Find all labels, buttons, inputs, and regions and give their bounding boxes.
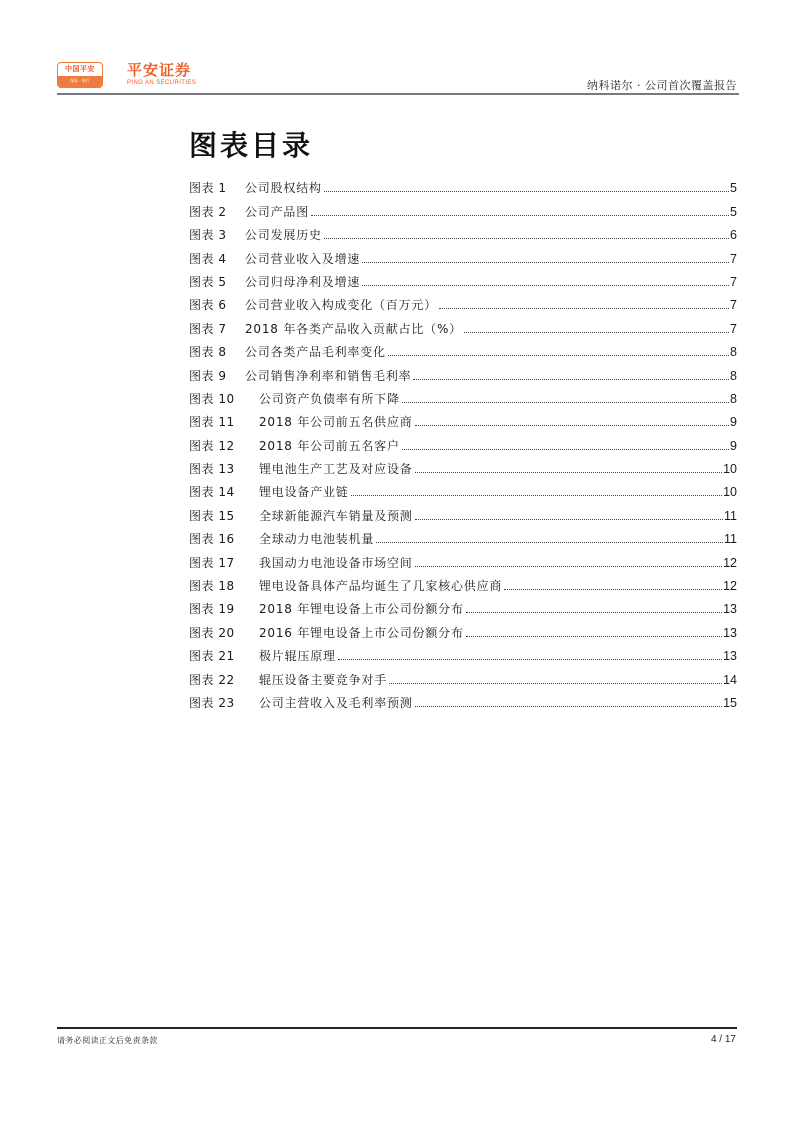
toc-entry-title[interactable]: 公司股权结构 bbox=[245, 181, 322, 196]
toc-entry-title[interactable]: 锂电设备具体产品均诞生了几家核心供应商 bbox=[259, 579, 503, 594]
toc-entry-page[interactable]: 12 bbox=[723, 579, 737, 594]
toc-entry[interactable] bbox=[189, 219, 737, 242]
toc-entry-title[interactable]: 2018 年公司前五名供应商 bbox=[259, 415, 413, 430]
toc-entry-label: 图表 1 bbox=[189, 181, 227, 196]
dot-leader bbox=[338, 659, 722, 660]
toc-entry-page[interactable]: 8 bbox=[730, 391, 737, 406]
header-divider bbox=[57, 93, 739, 95]
toc-entry-label: 图表 17 bbox=[189, 555, 235, 570]
toc-entry-title[interactable]: 锂电池生产工艺及对应设备 bbox=[259, 462, 413, 477]
toc-entry[interactable] bbox=[189, 429, 737, 452]
toc-entry[interactable] bbox=[189, 570, 737, 593]
toc-entry-page[interactable]: 10 bbox=[723, 485, 737, 500]
toc-entry-title[interactable]: 公司归母净利及增速 bbox=[245, 274, 361, 289]
toc-entry-title[interactable]: 2018 年锂电设备上市公司份额分布 bbox=[259, 602, 464, 617]
brand-name-cn: 平安证券 bbox=[127, 61, 192, 79]
dot-leader bbox=[402, 402, 729, 403]
page-number: 4 / 17 bbox=[710, 1034, 736, 1045]
toc-entry-page[interactable]: 13 bbox=[723, 649, 737, 664]
dot-leader bbox=[415, 706, 722, 707]
toc-entry-page[interactable]: 9 bbox=[730, 438, 737, 453]
toc-entry-label: 图表 16 bbox=[189, 532, 235, 547]
dot-leader bbox=[504, 589, 722, 590]
toc-entry-label: 图表 19 bbox=[189, 602, 235, 617]
toc-entry[interactable] bbox=[189, 195, 737, 218]
toc-entry-label: 图表 14 bbox=[189, 485, 235, 500]
toc-entry[interactable] bbox=[189, 687, 737, 710]
dot-leader bbox=[464, 332, 729, 333]
dot-leader bbox=[413, 379, 729, 380]
dot-leader bbox=[324, 191, 729, 192]
toc-entry-label: 图表 5 bbox=[189, 274, 227, 289]
toc-entry-page[interactable]: 8 bbox=[730, 368, 737, 383]
toc-entry[interactable] bbox=[189, 476, 737, 499]
dot-leader bbox=[439, 308, 729, 309]
toc-entry-title[interactable]: 2016 年锂电设备上市公司份额分布 bbox=[259, 625, 464, 640]
dot-leader bbox=[388, 355, 729, 356]
toc-entry-label: 图表 22 bbox=[189, 672, 235, 687]
toc-entry[interactable] bbox=[189, 172, 737, 195]
toc-entry-page[interactable]: 8 bbox=[730, 345, 737, 360]
toc-entry[interactable] bbox=[189, 546, 737, 569]
toc-entry-page[interactable]: 12 bbox=[723, 555, 737, 570]
dot-leader bbox=[311, 215, 729, 216]
footer-divider bbox=[57, 1027, 737, 1029]
toc-entry-title[interactable]: 锂电设备产业链 bbox=[259, 485, 349, 500]
toc-entry[interactable] bbox=[189, 383, 737, 406]
dot-leader bbox=[415, 425, 729, 426]
dot-leader bbox=[415, 472, 722, 473]
dot-leader bbox=[376, 542, 723, 543]
toc-entry-title[interactable]: 公司主营收入及毛利率预测 bbox=[259, 695, 413, 710]
toc-entry-label: 图表 15 bbox=[189, 508, 235, 523]
toc-entry[interactable] bbox=[189, 242, 737, 265]
toc-entry-title[interactable]: 极片辊压原理 bbox=[259, 649, 336, 664]
toc-entry-title[interactable]: 全球新能源汽车销量及预测 bbox=[259, 508, 413, 523]
toc-entry-title[interactable]: 公司产品图 bbox=[245, 204, 310, 219]
toc-entry-page[interactable]: 15 bbox=[723, 695, 737, 710]
toc-entry-label: 图表 7 bbox=[189, 321, 227, 336]
toc-entry-title[interactable]: 公司营业收入及增速 bbox=[245, 251, 361, 266]
toc-entry-title[interactable]: 公司销售净利率和销售毛利率 bbox=[245, 368, 412, 383]
toc-entry-page[interactable]: 13 bbox=[723, 625, 737, 640]
toc-entry[interactable] bbox=[189, 663, 737, 686]
toc-entry[interactable] bbox=[189, 640, 737, 663]
toc-entry-title[interactable]: 我国动力电池设备市场空间 bbox=[259, 555, 413, 570]
toc-entry-page[interactable]: 7 bbox=[730, 298, 737, 313]
toc-entry-label: 图表 4 bbox=[189, 251, 227, 266]
toc-entry-label: 图表 23 bbox=[189, 695, 235, 710]
toc-entry-page[interactable]: 10 bbox=[723, 462, 737, 477]
dot-leader bbox=[415, 566, 722, 567]
toc-entry-label: 图表 21 bbox=[189, 649, 235, 664]
toc-entry-page[interactable]: 9 bbox=[730, 415, 737, 430]
toc-entry[interactable] bbox=[189, 266, 737, 289]
toc-entry-label: 图表 11 bbox=[189, 415, 235, 430]
logo-badge-subtext: 保险 · 银行 bbox=[58, 76, 102, 87]
dot-leader bbox=[362, 285, 729, 286]
dot-leader bbox=[415, 519, 723, 520]
dot-leader bbox=[324, 238, 729, 239]
toc-title: 图表目录 bbox=[189, 129, 314, 162]
toc-entry[interactable] bbox=[189, 312, 737, 335]
toc-entry[interactable] bbox=[189, 453, 737, 476]
toc-entry-title[interactable]: 全球动力电池装机量 bbox=[259, 532, 375, 547]
toc-entry-label: 图表 9 bbox=[189, 368, 227, 383]
toc-entry-page[interactable]: 13 bbox=[723, 602, 737, 617]
brand-name-en: PING AN SECURITIES bbox=[127, 80, 197, 86]
toc-entry[interactable] bbox=[189, 499, 737, 522]
toc-entry-title[interactable]: 公司发展历史 bbox=[245, 228, 322, 243]
toc-entry[interactable] bbox=[189, 406, 737, 429]
toc-entry-label: 图表 6 bbox=[189, 298, 227, 313]
toc-entry-title[interactable]: 辊压设备主要竞争对手 bbox=[259, 672, 388, 687]
toc-entry-label: 图表 8 bbox=[189, 345, 227, 360]
brand-logo bbox=[127, 61, 196, 88]
toc-entry-title[interactable]: 2018 年公司前五名客户 bbox=[259, 438, 400, 453]
toc-entry[interactable] bbox=[189, 523, 737, 546]
page-header bbox=[57, 58, 737, 94]
toc-entry-page[interactable]: 6 bbox=[730, 228, 737, 243]
dot-leader bbox=[362, 262, 729, 263]
toc-entry-page[interactable]: 11 bbox=[724, 508, 737, 523]
toc-entry-title[interactable]: 公司资产负债率有所下降 bbox=[259, 391, 400, 406]
toc-entry-label: 图表 12 bbox=[189, 438, 235, 453]
toc-entry-page[interactable]: 5 bbox=[730, 181, 737, 196]
toc-entry[interactable] bbox=[189, 616, 737, 639]
logo-badge-text: 中国平安 bbox=[65, 65, 95, 73]
toc-entry[interactable] bbox=[189, 359, 737, 382]
toc-entry-page[interactable]: 7 bbox=[730, 274, 737, 289]
toc-entry-label: 图表 13 bbox=[189, 462, 235, 477]
toc-entry[interactable] bbox=[189, 336, 737, 359]
dot-leader bbox=[466, 636, 722, 637]
dot-leader bbox=[351, 495, 722, 496]
ping-an-group-logo bbox=[57, 62, 103, 88]
dot-leader bbox=[402, 449, 729, 450]
toc-entry-label: 图表 10 bbox=[189, 391, 235, 406]
toc-entry[interactable] bbox=[189, 289, 737, 312]
toc-entry-title[interactable]: 公司营业收入构成变化（百万元） bbox=[245, 298, 438, 313]
toc-entry-page[interactable]: 7 bbox=[730, 251, 737, 266]
toc-entry-label: 图表 2 bbox=[189, 204, 227, 219]
toc-entry-page[interactable]: 5 bbox=[730, 204, 737, 219]
toc-entry[interactable] bbox=[189, 593, 737, 616]
toc-entry-title[interactable]: 公司各类产品毛利率变化 bbox=[245, 345, 386, 360]
toc-entry-page[interactable]: 11 bbox=[724, 532, 737, 547]
toc-entry-label: 图表 3 bbox=[189, 228, 227, 243]
dot-leader bbox=[389, 683, 722, 684]
report-title: 纳科诺尔 · 公司首次覆盖报告 bbox=[587, 79, 737, 92]
dot-leader bbox=[466, 612, 722, 613]
toc-entry-page[interactable]: 14 bbox=[723, 672, 737, 687]
disclaimer-notice: 请务必阅读正文后免责条款 bbox=[57, 1036, 158, 1045]
figure-toc-list bbox=[189, 172, 737, 710]
toc-entry-label: 图表 20 bbox=[189, 625, 235, 640]
toc-entry-page[interactable]: 7 bbox=[730, 321, 737, 336]
toc-entry-title[interactable]: 2018 年各类产品收入贡献占比（%） bbox=[245, 321, 462, 336]
toc-entry-label: 图表 18 bbox=[189, 579, 235, 594]
